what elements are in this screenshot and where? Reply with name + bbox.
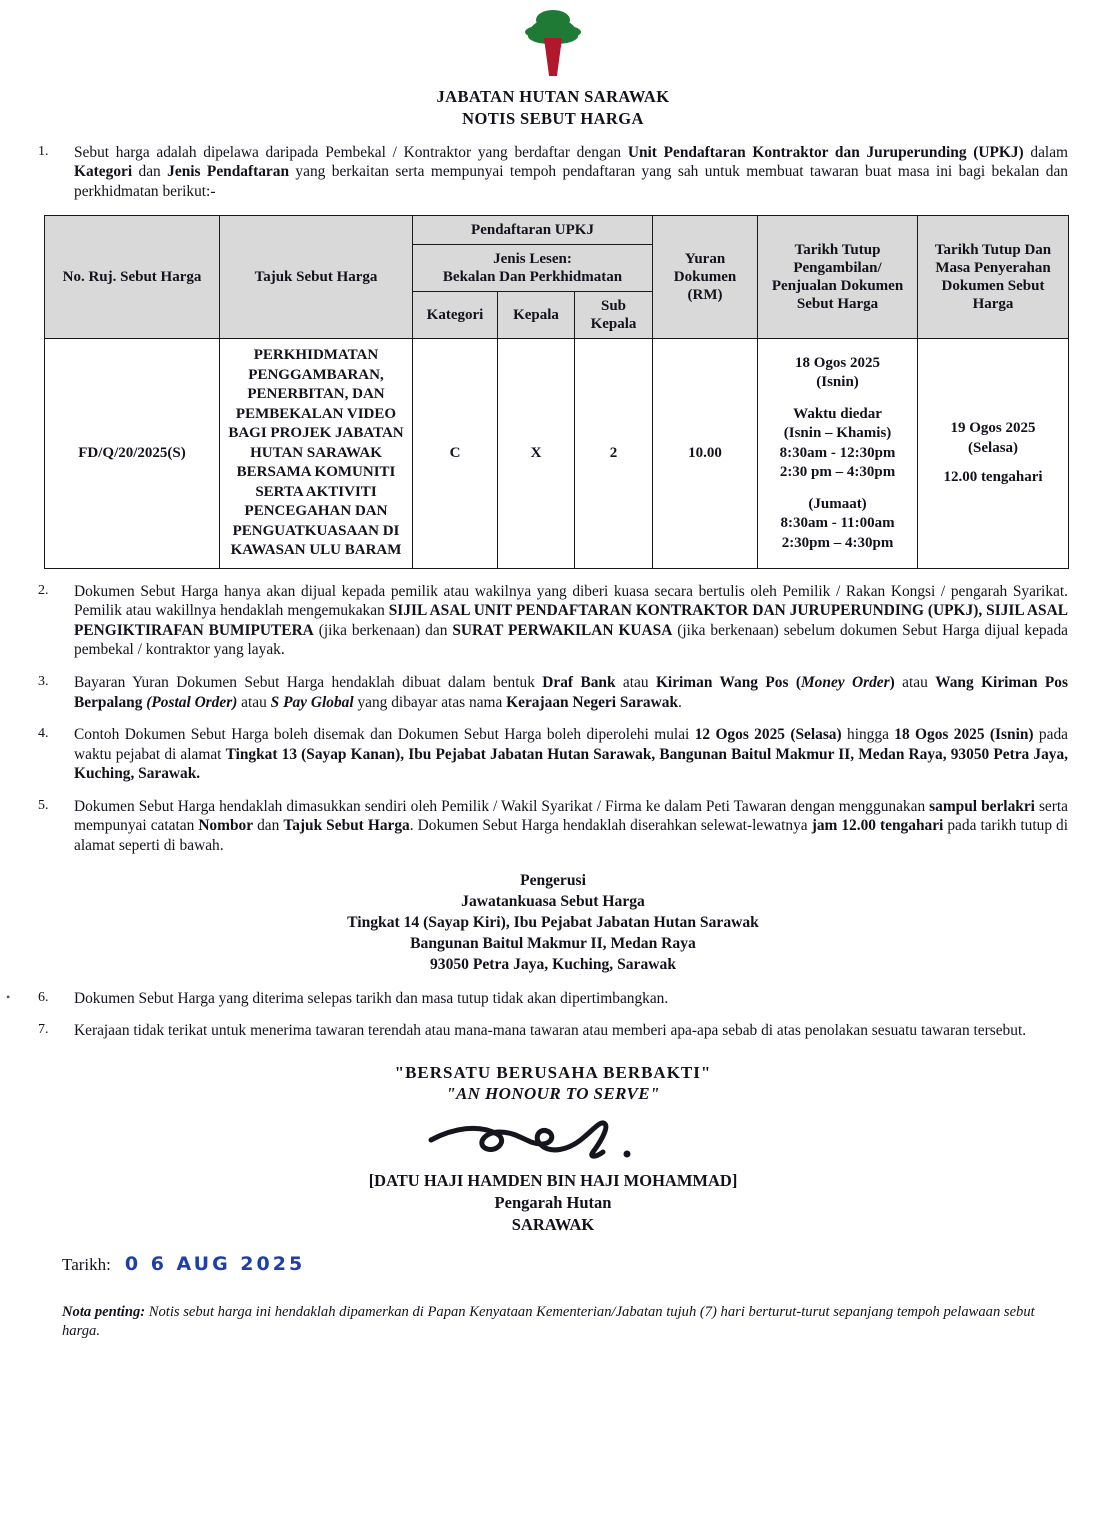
- cell-sub-kepala: 2: [575, 339, 653, 569]
- motto-en: "AN HONOUR TO SERVE": [446, 1084, 660, 1104]
- pengambilan-time-1b: 2:30 pm – 4:30pm: [779, 464, 896, 481]
- clause-number: 3.: [38, 673, 49, 689]
- penyerahan-day: (Selasa): [968, 439, 1019, 456]
- date-label: Tarikh:: [62, 1255, 111, 1275]
- pengambilan-days-1: (Isnin – Khamis): [783, 425, 892, 442]
- clause-5: [30, 784, 1068, 856]
- th-ref-no: No. Ruj. Sebut Harga: [45, 216, 220, 339]
- th-licence: [413, 245, 653, 292]
- cell-kategori: C: [413, 339, 498, 569]
- margin-mark: •: [6, 990, 11, 1004]
- clause-number: 4.: [38, 726, 49, 742]
- penyerahan-date: 19 Ogos 2025: [950, 420, 1036, 437]
- motto-bm: "BERSATU BERUSAHA BERBAKTI": [394, 1063, 712, 1083]
- signatory-name: [DATU HAJI HAMDEN BIN HAJI MOHAMMAD]: [368, 1171, 738, 1191]
- clause-text: Sebut harga adalah dipelawa daripada Pembekal / Kontraktor yang berdaftar dengan Unit Pendaftaran Kontraktor dan Juruperunding (UPKJ) dalam Kategori dan Jenis Pendaftaran yang berkaitan serta mempunyai tempoh pendaftaran yang sah untuk membuat tawaran buat masa ini bagi bekalan dan perkhidmatan berikut:-: [74, 143, 1069, 200]
- submission-address: [0, 871, 1106, 975]
- signatory-block: [0, 1170, 1106, 1235]
- th-licence-line1: Jenis Lesen:: [493, 251, 572, 268]
- pengambilan-label: Waktu diedar: [793, 405, 882, 422]
- tree-trunk-shape: [544, 38, 562, 76]
- signatory-state: SARAWAK: [511, 1214, 595, 1234]
- important-note: [62, 1303, 1068, 1341]
- quotation-table: [44, 215, 1069, 569]
- th-title: Tajuk Sebut Harga: [220, 216, 413, 339]
- pengambilan-time-1a: 8:30am - 12:30pm: [779, 444, 896, 461]
- date-row: [62, 1253, 1106, 1275]
- th-upkj: Pendaftaran UPKJ: [413, 216, 653, 245]
- clause-4: [30, 712, 1068, 784]
- clause-text: Dokumen Sebut Harga yang diterima selepas tarikh dan masa tutup tidak akan dipertimbangkan.: [74, 989, 669, 1007]
- org-name: JABATAN HUTAN SARAWAK: [436, 87, 670, 106]
- signatory-position: Pengarah Hutan: [494, 1192, 612, 1212]
- cell-yuran: 10.00: [653, 339, 758, 569]
- penyerahan-time: 12.00 tengahari: [943, 469, 1043, 486]
- th-kepala: Kepala: [498, 292, 575, 339]
- clause-1: [30, 130, 1068, 202]
- clause-7: [30, 1008, 1068, 1041]
- th-kategori: Kategori: [413, 292, 498, 339]
- address-line-5: 93050 Petra Jaya, Kuching, Sarawak: [429, 956, 677, 974]
- th-tarikh-pengambilan: Tarikh Tutup Pengambilan/ Penjualan Dokumen Sebut Harga: [758, 216, 918, 339]
- pengambilan-time-2a: 8:30am - 11:00am: [780, 515, 895, 532]
- address-line-1: Pengerusi: [520, 872, 586, 890]
- th-sub-kepala: Sub Kepala: [575, 292, 653, 339]
- clause-text: Contoh Dokumen Sebut Harga boleh disemak dan Dokumen Sebut Harga boleh diperolehi mulai 12 Ogos 2025 (Selasa) hingga 18 Ogos 2025 (Isnin) pada waktu pejabat di alamat Tingkat 13 (Sayap Kanan), Ibu Pejabat Jabatan Hutan Sarawak, Bangunan Baitul Makmur II, Medan Raya, 93050 Petra Jaya, Kuching, Sarawak.: [74, 726, 1068, 783]
- page-title: [0, 86, 1106, 130]
- date-stamp: 0 6 AUG 2025: [124, 1253, 306, 1276]
- clause-text: Bayaran Yuran Dokumen Sebut Harga hendaklah dibuat dalam bentuk Draf Bank atau Kiriman Wang Pos (Money Order) atau Wang Kiriman Pos Berpalang (Postal Order) atau S Pay Global yang dibayar atas nama Kerajaan Negeri Sarawak.: [74, 673, 1068, 711]
- pengambilan-day: (Isnin): [816, 374, 859, 391]
- table-row: [45, 339, 1069, 569]
- th-yuran: Yuran Dokumen (RM): [653, 216, 758, 339]
- signature-area: [0, 1114, 1106, 1170]
- clause-number: 5.: [38, 797, 49, 813]
- note-text: Notis sebut harga ini hendaklah dipamerkan di Papan Kenyataan Kementerian/Jabatan tujuh (7) hari berturut-turut sepanjang tempoh pelawaan sebut harga.: [62, 1304, 1035, 1340]
- clause-6: [30, 976, 1068, 1009]
- motto: [0, 1063, 1106, 1104]
- cell-ref-no: FD/Q/20/2025(S): [45, 339, 220, 569]
- clause-2: [30, 569, 1068, 660]
- clause-number: 2.: [38, 582, 49, 598]
- cell-kepala: X: [498, 339, 575, 569]
- handwritten-signature-icon: [423, 1114, 683, 1168]
- cell-title: PERKHIDMATAN PENGGAMBARAN, PENERBITAN, DAN PEMBEKALAN VIDEO BAGI PROJEK JABATAN HUTAN SARAWAK BERSAMA KOMUNITI SERTA AKTIVITI PENCEGAHAN DAN PENGUATKUASAAN DI KAWASAN ULU BARAM: [220, 339, 413, 569]
- clause-number: 6.: [38, 989, 49, 1005]
- address-line-2: Jawatankuasa Sebut Harga: [461, 893, 645, 911]
- th-tarikh-penyerahan: Tarikh Tutup Dan Masa Penyerahan Dokumen Sebut Harga: [918, 216, 1069, 339]
- pengambilan-time-2b: 2:30pm – 4:30pm: [781, 534, 894, 551]
- clause-number: 1.: [38, 143, 49, 159]
- clause-text: Kerajaan tidak terikat untuk menerima tawaran terendah atau mana-mana tawaran atau memberi apa-apa sebab di atas penolakan sesuatu tawaran tersebut.: [74, 1022, 1027, 1040]
- cell-pengambilan: [758, 339, 918, 569]
- clause-text: Dokumen Sebut Harga hendaklah dimasukkan sendiri oleh Pemilik / Wakil Syarikat / Firma ke dalam Peti Tawaran dengan menggunakan sampul berlakri serta mempunyai catatan Nombor dan Tajuk Sebut Harga. Dokumen Sebut Harga hendaklah diserahkan selewat-lewatnya jam 12.00 tengahari pada tarikh tutup di alamat seperti di bawah.: [74, 797, 1069, 854]
- cell-penyerahan: [918, 339, 1069, 569]
- clause-text: Dokumen Sebut Harga hanya akan dijual kepada pemilik atau wakilnya yang diberi kuasa secara bertulis oleh Pemilik / Rakan Kongsi / pengarah Syarikat. Pemilik atau wakillnya hendaklah mengemukakan SIJIL ASAL UNIT PENDAFTARAN KONTRAKTOR DAN JURUPERUNDING (UPKJ), SIJIL ASAL PENGIKTIRAFAN BUMIPUTERA (jika berkenaan) dan SURAT PERWAKILAN KUASA (jika berkenaan) sebelum dokumen Sebut Harga dijual kepada pembekal / kontraktor yang layak.: [74, 582, 1068, 659]
- pengambilan-days-2: (Jumaat): [808, 495, 867, 512]
- th-licence-line2: Bekalan Dan Perkhidmatan: [442, 269, 623, 286]
- note-label: Nota penting:: [62, 1304, 146, 1321]
- address-line-4: Bangunan Baitul Makmur II, Medan Raya: [410, 935, 696, 953]
- table-header-row-1: [45, 216, 1069, 245]
- logo-container: [0, 0, 1106, 86]
- doc-type: NOTIS SEBUT HARGA: [462, 108, 644, 128]
- tree-logo-icon: [522, 16, 584, 78]
- address-line-3: Tingkat 14 (Sayap Kiri), Ibu Pejabat Jabatan Hutan Sarawak: [347, 914, 759, 932]
- clause-3: [30, 660, 1068, 712]
- pengambilan-date: 18 Ogos 2025: [795, 354, 881, 371]
- clause-number: 7.: [38, 1022, 49, 1038]
